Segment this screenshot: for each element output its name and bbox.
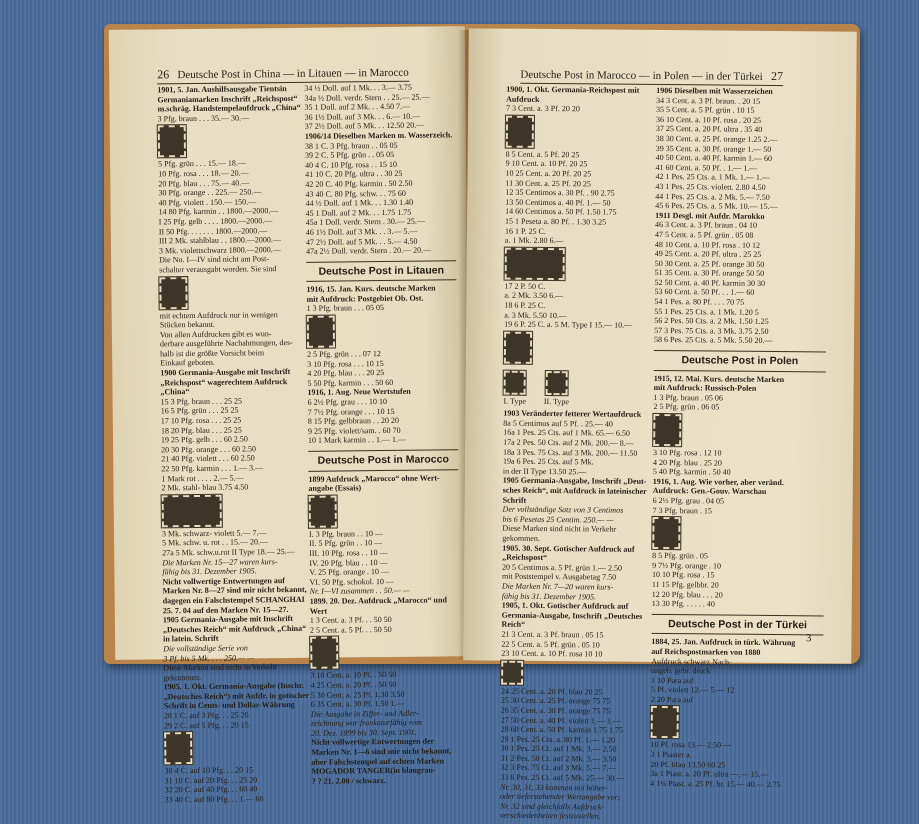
catalog-line: 37 25 Cent. a. 20 Pf. ultra . 35 40 (655, 124, 763, 135)
issue-heading: 1899. 20. Dez. Aufdruck „Marocco“ und (309, 595, 447, 606)
issue-heading: „Reichspost“ wagerechtem Aufdruck (160, 376, 288, 388)
catalog-line: 3 Pfg. braun . . . 35.— 30.— (157, 113, 250, 124)
issue-heading: MOGADOR TANGER(in blaugrau- (311, 765, 436, 777)
right-column-2 (650, 86, 828, 790)
issue-heading: Marken Nr. 1—6 sind mir nicht bekannt, (311, 746, 452, 757)
catalog-line: 22 5 Cent. a. 5 Pf. grün . 05 10 (501, 639, 600, 650)
catalog-line: 3 10 Pfg. rosa . 12 10 (653, 447, 722, 458)
issue-heading: „Reichspost“ (502, 552, 548, 563)
stamp-image (164, 732, 192, 764)
section-heading: Deutsche Post in Litauen (306, 260, 456, 282)
catalog-line: 15 3 Pfg. braun . . . 25 25 (160, 396, 242, 407)
catalog-line: 1 3 Pfg. braun . . . 05 05 (306, 303, 385, 314)
note-line: 20. Dez. 1899 bis 30. Sept. 1901. (311, 727, 417, 738)
type-illustration (544, 369, 569, 407)
issue-heading: Aufdruck (506, 94, 540, 104)
catalog-line: 10 10 Pfg. rosa . 15 (651, 570, 715, 580)
note-line: Einkauf geboten. (160, 358, 215, 368)
catalog-line: 21 3 Cent. a. 3 Pf. braun . 05 15 (501, 629, 604, 640)
issue-heading: 1903 Veränderter fetterer Wertaufdruck (503, 408, 642, 420)
catalog-line: 16a 1 Pes. 25 Cts. auf 1 Mk. 65.— 6.50 (503, 428, 630, 439)
catalog-line: 30 4 C. auf 10 Pfg. . . 20 15 (164, 765, 254, 776)
catalog-line: 55 1 Pes. 25 Cts. a. 1 Mk. 1.20 5 (654, 306, 759, 317)
catalog-line: 2 20 Para auf (650, 694, 694, 705)
catalog-line: ungeb. gebr. druck (651, 666, 711, 676)
catalog-line: 4 20 Pfg. blau . . . 20 25 (307, 368, 385, 379)
catalog-line: 6 2½ Pfg. grau . 04 05 (652, 495, 725, 506)
catalog-line: 20 30 Pfg. orange . . . 60 2.50 (161, 444, 257, 455)
issue-heading: 1905. 1. Okt. Germania-Ausgabe (Inschr. (163, 681, 304, 692)
stamp-image (546, 371, 568, 395)
note-line: fähig bis 31. Dezember 1905. (501, 591, 597, 602)
catalog-line: 19a 6 Pes. 25 Cts. auf 5 Mk. (502, 456, 594, 467)
catalog-line: 18 20 Pfg. blau . . . 25 25 (160, 425, 242, 435)
catalog-line: 26 35 Cent. a. 30 Pf. orange 75 75 (500, 705, 611, 716)
catalog-line: 3a 1 Piast. a. 20 Pf. ultra —.— 15.— (650, 769, 769, 780)
note-line: Die Ausgabe in Ziffer- und Adler- (310, 708, 419, 719)
stamp-image (159, 277, 187, 309)
issue-heading: Schrift in Cents- und Dollar-Währung (163, 700, 295, 711)
catalog-line: 17 2 P. 50 C. (504, 281, 546, 291)
stamp-image (309, 495, 337, 527)
stamp-image (651, 706, 679, 738)
catalog-line: III. 10 Pfg. rosa . . 10 — (309, 547, 388, 558)
catalog-line: 41 10 C. 20 Pfg. ultra . . 30 25 (305, 169, 403, 180)
catalog-line: Aufdruck schwarz Nach- (651, 656, 732, 667)
catalog-line: V. 25 Pfg. orange . 10 — (309, 567, 390, 577)
catalog-line: 46 3 Cent. a. 3 Pf. braun . 04 10 (655, 220, 758, 231)
right-page-number: 27 (770, 68, 784, 84)
catalog-line: 10 1 Mark karmin . . 1.— 1.— (307, 435, 407, 446)
catalog-line: 47a 2½ Doll. verdr. Stern . 20.— 20.— (305, 245, 432, 256)
catalog-line: 18a 3 Pes. 75 Cts. auf 3 Mk. 200.— 11.50 (503, 447, 638, 458)
catalog-line: 14 60 Centimos a. 50 Pf. 1.50 1.75 (505, 206, 617, 217)
catalog-line: 40 4 C. 10 Pfg. rosa . . 15 10 (305, 159, 397, 170)
section-heading: Deutsche Post in der Türkei (651, 614, 823, 636)
issue-heading: „Deutsches Reich“ mit Aufdruck „China“ (162, 623, 307, 635)
note-line: oder tieferstehender Wertangabe vor; (500, 791, 621, 802)
left-page (109, 26, 472, 805)
catalog-line: 56 2 Pes. 50 Cts. a. 2 Mk. 1.50 1.25 (654, 316, 769, 327)
catalog-line: 51 35 Cent. a. 30 Pf. orange 50 50 (654, 268, 765, 279)
catalog-line: 38 30 Cent. a. 25 Pf. orange 1.25 2.— (655, 133, 778, 144)
catalog-line: 34 3 Cent. a. 3 Pf. braun. . 20 15 (656, 95, 761, 106)
catalog-line: 28 60 Cent. a. 50 Pf. karmin 1.75 1.75 (500, 724, 624, 735)
catalog-line: 20 Pf. blau 13.50 60 25 (650, 759, 726, 770)
catalog-line: 9 25 Pfg. violett/sam. . 60 70 (307, 425, 401, 436)
type-illustration (503, 368, 526, 406)
catalog-line: 4 20 Pfg. blau . 25 20 (652, 457, 722, 468)
issue-heading: auf Reichspostmarken von 1880 (651, 646, 761, 657)
catalog-line: 39 35 Cent. a. 30 Pf. orange 1.— 50 (655, 143, 772, 154)
catalog-line: 31 10 C. auf 20 Pfg. . . 25 20 (164, 775, 258, 786)
catalog-line: 41 60 Cent. a. 50 Pf. . 1.— 1.— (655, 162, 758, 173)
stamp-image (501, 660, 523, 684)
issue-heading: Marken Nr. 8—27 sind mir nicht bekannt, (162, 585, 307, 596)
note-line: zeichnung war frankaturfähig vom (310, 717, 422, 729)
catalog-line: 36 10 Cent. a. 10 Pf. rosa . 20 25 (655, 114, 762, 125)
catalog-line: mit Poststempel v. Ausgabetag 7.50 (501, 572, 617, 583)
catalog-line: 10 Pfg. rosa . . . 18.— 20.— (158, 168, 249, 179)
catalog-line: 8 15 Pfg. gelbbraun . . 20 20 (307, 416, 399, 427)
issue-heading: in latein. Schrift (163, 634, 219, 644)
issue-heading: 1905. 30. Sept. Gotischer Aufdruck auf (502, 543, 635, 554)
catalog-line: 3 1 Piaster a. (650, 749, 692, 760)
issue-heading: 1884, 25. Jan. Aufdruck in türk. Währung (651, 637, 796, 648)
issue-heading: Wert (309, 606, 328, 616)
note-line: fähig bis 31. Dezember 1905. (162, 566, 257, 577)
catalog-line: 23 10 Cent. a. 10 Pf. rosa 10 10 (501, 648, 603, 659)
catalog-line: 29 1 Pes. 25 Cts. a. 80 Pf. 1.— 1.20 (500, 734, 616, 745)
catalog-line: 40 50 Cent. a. 40 Pf. karmin 1.— 60 (655, 153, 773, 164)
catalog-line: II 50 Pfg. . . . . . . 1800.—2000.— (158, 225, 268, 236)
catalog-line: 4 1¼ Piast. a. 25 Pf. br. 15.— 40.— 2.75 (650, 778, 781, 789)
issue-heading: 1899 Aufdruck „Marocco“ ohne Wert- (308, 473, 440, 484)
stamp-image (307, 316, 335, 348)
catalog-line: 36 1½ Doll. auf 3 Mk. . . 6.— 10.— (304, 111, 421, 122)
catalog-line: 13 30 Pfg. . . . . . 40 (651, 599, 715, 609)
note-line: schalter verausgabt worden. Sie sind (159, 264, 277, 275)
issue-heading: 1900, 1. Okt. Germania-Reichspost mit (506, 84, 640, 95)
catalog-line: 57 3 Pes. 75 Cts. a. 3 Mk. 3.75 2.50 (654, 325, 769, 336)
catalog-line: 7 3 Pfg. braun . 15 (652, 505, 712, 516)
note-line: Der vollständige Satz von 3 Centimos (502, 504, 624, 515)
stamp-image (504, 331, 532, 363)
catalog-line: III 2 Mk. stahlblau . . 1800.—2000.— (158, 235, 281, 246)
issue-heading: Reich“ (501, 619, 526, 630)
catalog-line: 25 30 Cent. a. 25 Pf. orange 75 75 (500, 695, 611, 706)
catalog-line: 39 2 C. 5 Pfg. grün . . 05 05 (304, 150, 395, 160)
catalog-line: 9 10 Cent. a. 10 Pf. 20 25 (505, 159, 588, 169)
catalog-line: 48 10 Cent. a. 10 Pf. rosa . 10 12 (654, 239, 761, 250)
catalog-line: 42 1 Pes. 25 Cts. a. 1 Mk. 1.— 1.— (655, 172, 770, 183)
catalog-line: in der II Type 13.50 25.— (502, 466, 587, 477)
catalog-line: 5 Mk. schw. u. rot . . 15.— 20.— (162, 537, 269, 548)
issue-heading: 25. 7. 04 auf den Marken Nr. 15—27. (162, 604, 289, 615)
catalog-line: 2 5 Pfg. grün . . . 07 12 (307, 349, 381, 359)
left-page-header (157, 65, 409, 85)
catalog-line: 8 5 Cent. a. 5 Pf. 20 25 (505, 149, 580, 160)
note-line: Von allen Aufdrucken gibt es wun- (159, 328, 272, 340)
catalog-line: a. 3 Mk. 5.50 10.— (504, 310, 567, 320)
catalog-line: 2 Mk. stahl- blau 3.75 4.50 (161, 482, 249, 493)
issue-heading: 1916, 1. Aug. Neue Wertstufen (307, 387, 411, 398)
catalog-line: 5 40 Pfg. karmin . 50 40 (652, 467, 731, 477)
catalog-line: 17a 2 Pes. 50 Cts. auf 2 Mk. 200.— 8.— (503, 437, 634, 448)
note-line: 3 Pf. bis 5 Mk. . . . 250.— — (163, 652, 255, 663)
catalog-line: 10 25 Cent. a. 20 Pf. 20 25 (505, 168, 592, 179)
issue-heading: Germaniamarken Inschrift „Reichspost“ (157, 93, 298, 104)
catalog-line: 18 6 P. 25 C. (504, 300, 546, 310)
issue-heading: Schrift (502, 495, 527, 505)
catalog-line: 12 35 Centimos a. 30 Pf. . 90 2.75 (505, 187, 615, 198)
catalog-line: 43 1 Pes. 25 Cts. violett. 2.80 4.50 (655, 181, 766, 192)
catalog-line: 30 1 Pes. 25 Ct. auf 1 Mk. 3.— 2.50 (500, 743, 617, 754)
catalog-line: 15 1 Peseta a. 80 Pf. . 1.30 3.25 (505, 216, 607, 227)
catalog-line: 19 25 Pfg. gelb . . . 60 2.50 (160, 434, 248, 445)
catalog-line: 27 50 Cent. a. 40 Pf. violett 1.— 1.— (500, 715, 621, 726)
issue-heading: 1911 Desgl. mit Aufdr. Marokko (655, 210, 765, 221)
catalog-line: 28 1 C. auf 3 Pfg. . . 25 20 (163, 710, 249, 721)
right-page (463, 28, 857, 821)
catalog-line: 37 2½ Doll. auf 5 Mk. . . 12.50 20.— (304, 120, 425, 132)
catalog-line: 5 50 Pfg. karmin . . . 50 60 (307, 377, 394, 388)
section-heading: Deutsche Post in Marocco (308, 449, 458, 471)
catalog-line: 40 Pfg. violett . 150.— 150.— (158, 197, 257, 208)
issue-heading: „Deutsches Reich“) mit Aufdr. in gotischer (163, 690, 310, 702)
type-label: II. Type (543, 396, 570, 406)
catalog-line: 33 6 Pes. 25 Ct. auf 5 Mk. 25.— 30.— (500, 772, 625, 783)
issue-heading: mit Aufdruck: Russisch-Polen (653, 383, 757, 394)
catalog-line: 5 30 Cent. a. 25 Pf. 1.30 3.50 (310, 689, 405, 700)
catalog-line: IV. 20 Pfg. blau . . 10 — (309, 557, 388, 568)
note-line: Die No. I—IV sind nicht am Post- (159, 254, 270, 265)
catalog-line: 20 Pfg. blau . . . 75.— 40.— (158, 177, 250, 188)
note-line: Stücken bekannt. (159, 319, 215, 330)
catalog-line: 34a ½ Doll. verdr. Stern . . 25.— 25.— (304, 92, 430, 103)
catalog-line: 34 ½ Doll. auf 1 Mk. . . 3.— 3.75 (304, 82, 412, 93)
issue-heading: ? ? 21. 2.00 / schwarz. (311, 775, 386, 786)
catalog-line: a. 2 Mk. 3.50 6.— (504, 290, 564, 301)
catalog-line: 45 1 Doll. auf 2 Mk. . . 1.75 1.75 (305, 207, 412, 218)
catalog-line: 45 6 Pes. 25 Cts. a. 5 Mk. 10.— 15.— (655, 201, 778, 212)
catalog-line: 6 2½ Pfg. grau . . . 10 10 (307, 397, 387, 407)
note-line: Diese Marken sind nicht in Verkehr (163, 662, 278, 673)
catalog-line: 58 6 Pes. 25 Cts. a. 5 Mk. 5.50 20.— (654, 335, 773, 346)
catalog-line: 54 1 Pes. a. 80 Pf. . . . 70 75 (654, 297, 745, 307)
catalog-line: 1 3 Pfg. braun . 05 06 (653, 392, 723, 403)
catalog-line: 12 20 Pfg. blau . . . 20 (651, 589, 723, 600)
issue-heading: 1915, 12. Mai. Kurs. deutsche Marken (653, 373, 785, 384)
catalog-line: 46 1½ Doll. auf 3 Mk. . . 3.— 5.— (305, 226, 418, 237)
catalog-line: 14 80 Pfg. karmin . . 1800.—2000.— (158, 206, 279, 217)
catalog-line: 10 Pf. rosa 13.— 2.50 — (650, 740, 732, 751)
stamp-image (652, 517, 680, 549)
note-line: Die Marken Nr. 7—20 waren kurs- (501, 581, 614, 592)
catalog-line: 3 Mk. violettschwarz 1800.—2000.— (158, 244, 281, 256)
stamp-image (158, 125, 186, 157)
catalog-line: 49 25 Cent. a. 20 Pf. ultra . 25 25 (654, 249, 762, 259)
issue-heading: Germania-Ausgabe, Inschrift „Deutsches (501, 610, 643, 621)
catalog-line: 1 10 Para auf (651, 675, 694, 685)
note-line: Die Marken Nr. 15—27 waren kurs- (162, 556, 278, 567)
left-page-title: Deutsche Post in China — in Litauen — in Marocco (177, 66, 409, 82)
note-line: mit echtem Aufdruck nur in wenigen (159, 309, 278, 320)
note-line: gekommen. (502, 533, 540, 543)
issue-heading: m.schräg. Handstempelaufdruck „China“ (157, 103, 301, 114)
catalog-line: 38 1 C. 3 Pfg. braun . . 05 05 (304, 140, 398, 151)
catalog-line: 21 40 Pfg. violett . . . 60 2.50 (161, 453, 255, 464)
catalog-line: 24 25 Cent. a. 20 Pf. blau 20 25 (500, 686, 603, 697)
catalog-line: 32 3 Pes. 75 Ct. auf 3 Mk. 5.— 7.— (500, 763, 617, 774)
page-footer-number: 3 (805, 632, 812, 645)
issue-heading: Aufdruck: Gen.-Gouv. Warschau (652, 486, 767, 497)
issue-heading: 1916, 15. Jan. Kurs. deutsche Marken (306, 283, 436, 295)
section-heading: Deutsche Post in Polen (654, 350, 826, 372)
catalog-line: 1 3 Cent. a. 3 Pf. . . 50 50 (309, 615, 392, 625)
note-line: bis 6 Pesetas 25 Centim. 250.— — (502, 514, 614, 525)
catalog-line: 27a 5 Mk. schw.u.rot II Type 18.— 25.— (162, 546, 295, 558)
catalog-line: 16 1 P. 25 C. (504, 226, 546, 236)
catalog-line: 45a 1 Doll. verdr. Stern . 30.— 25.— (305, 216, 425, 228)
issue-heading: Nicht vollwertige Entwertungen der (311, 736, 435, 748)
catalog-line: 9 7½ Pfg. orange . 10 (652, 560, 722, 571)
catalog-line: 3 Mk. schwarz- violett 5.— 7.— (161, 528, 267, 539)
issue-heading: 1905 Germania-Ausgabe mit Inschrift (162, 614, 293, 625)
catalog-line: II. 5 Pfg. grün . . 10 — (309, 538, 383, 549)
catalog-line: 44 1 Pes. 25 Cts. a. 2 Mk. 5.— 7.50 (655, 191, 770, 202)
catalog-line: 22 50 Pfg. karmin . . . 1.— 3.— (161, 463, 264, 474)
issue-heading: mit Aufdruck: Postgebiet Ob. Ost. (306, 293, 424, 304)
note-line: Die vollständige Serie von (163, 643, 248, 654)
stamp-image (310, 637, 338, 669)
left-column-2 (304, 82, 461, 786)
note-line: Diese Marken sind nicht in Verkehr (502, 524, 617, 535)
left-column-1 (157, 84, 310, 805)
note-line: gekommen. (163, 672, 202, 683)
catalog-line: 53 60 Cent. a. 50 Pf. . . 1.— 60 (654, 287, 755, 298)
catalog-line: 11 15 Pfg. gelbbr. 20 (651, 579, 719, 590)
catalog-line: 3 10 Pfg. rosa . . . 10 15 (307, 358, 384, 369)
stamp-image (162, 495, 222, 528)
issue-heading: sches Reich“, mit Aufdruck in lateinischer (502, 485, 647, 496)
catalog-line: 44 ½ Doll. auf 1 Mk. . . 1.30 1.40 (305, 197, 414, 208)
note-line: verschiedenheiten festzustellen. (499, 811, 601, 821)
catalog-line: 35 1 Doll. auf 2 Mk. . . 4.50 7.— (304, 101, 411, 113)
catalog-line: 5 Pfg. grün . . . 15.— 18.— (158, 158, 246, 169)
catalog-line: 52 50 Cent. a. 40 Pf. karmin 30 30 (654, 277, 766, 288)
issue-heading: „China“ (160, 387, 190, 397)
catalog-line: 31 2 Pes. 50 Ct. auf 2 Mk. 3.— 3.50 (500, 753, 617, 764)
right-page-header (520, 67, 783, 86)
catalog-line: 2 5 Pfg. grün . 06 05 (653, 402, 720, 412)
catalog-line: 47 5 Cent. a. 5 Pf. grün . 05 08 (654, 229, 754, 240)
stamp-image (505, 247, 565, 280)
catalog-line: 8 5 Pfg. grün . 05 (652, 551, 708, 561)
catalog-line: 3 10 Cent. a. 10 Pf. . 50 50 (310, 670, 397, 681)
issue-heading: 1916, 1. Aug. Wie vorher, aber veränd. (652, 476, 784, 487)
catalog-line: 5 Pf. violett 12.— 5.— 12 (650, 685, 735, 695)
stamp-image (506, 115, 534, 147)
catalog-line: 8a 5 Centimos auf 5 Pf. . 25.— 40 (503, 418, 613, 429)
note-line: Nr. 30, 31, 33 kommen mit höher- (500, 782, 608, 793)
issue-heading: Nicht vollwertige Entwertungen auf (162, 575, 285, 587)
catalog-line: 6 35 Cent. a. 30 Pf. 1.50 1.— (310, 698, 405, 709)
note-line: derbare ausgeführte Nachahmungen, des- (159, 338, 293, 349)
catalog-line: 1 Mark rot . . . . 2.— 5.— (161, 473, 244, 483)
catalog-line: 13 50 Centimos a. 40 Pf. 1.— 50 (505, 197, 611, 208)
type-illustrations (503, 368, 663, 407)
catalog-line: 16 5 Pfg. grün . . . 25 25 (160, 405, 239, 416)
catalog-line: 19 6 P. 25 C. a. 5 M. Type I 15.— 10.— (504, 319, 633, 330)
catalog-line: 11 30 Cent. a. 25 Pf. 20 25 (505, 178, 591, 188)
note-line: halb ist die größte Vorsicht beim (160, 348, 265, 359)
catalog-line: 17 10 Pfg. rosa . . . 25 25 (160, 415, 242, 426)
issue-heading: 1905, 1. Okt. Gotischer Aufdruck auf (501, 600, 629, 611)
catalog-line: VI. 50 Pfg. schokol. 10 — (309, 576, 395, 587)
catalog-line: 29 2 C. auf 5 Pfg. . . 20 15 (163, 720, 249, 730)
issue-heading: aber Falschstempel auf echten Marken (311, 756, 445, 767)
issue-heading: 1906 Dieselben mit Wasserzeichen (656, 85, 773, 96)
catalog-line: 4 25 Cent. a. 20 Pf. . 50 50 (310, 679, 397, 690)
catalog-line: 32 20 C. auf 40 Pfg. . . 60 40 (164, 784, 258, 795)
catalog-line: a. 1 Mk. 2.80 6.— (504, 235, 564, 246)
note-line: Nr. I—VI zusammen . . 50.— — (309, 586, 411, 597)
type-label: I. Type (503, 396, 526, 406)
right-page-title: Deutsche Post in Marocco — in Polen — in der Türkei (520, 68, 763, 83)
catalog-line: 35 5 Cent. a. 5 Pf. grün . 10 15 (656, 105, 755, 116)
issue-heading: 1905 Germania-Ausgabe, Inschrift „Deut- (502, 476, 647, 487)
catalog-line: 30 Pfg. orange . . 225.— 250.— (158, 187, 262, 198)
catalog-line: 20 5 Centimos a. 5 Pf. grün 1.— 2.50 (502, 562, 623, 573)
issue-heading: angabe (Essais) (308, 483, 362, 494)
catalog-line: 33 40 C. auf 80 Pfg. . . 1.— 60 (164, 794, 264, 805)
right-column-1 (500, 85, 666, 822)
stamp-image (504, 370, 526, 394)
issue-heading: 1900 Germania-Ausgabe mit Inschrift (160, 367, 291, 378)
catalog-line: I 25 Pfg. gelb . . . . 1800.—2000.— (158, 216, 273, 227)
note-line: Nr. 32 sind gleichfalls Aufdruck- (499, 801, 605, 812)
issue-heading: dagegen ein Falschstempel SCHANGHAI (162, 594, 305, 606)
left-page-number: 26 (157, 67, 170, 82)
catalog-line: 43 40 C. 80 Pfg. schw. . . 75 60 (305, 188, 406, 199)
catalog-line: 42 20 C. 40 Pfg. karmin . 50 2.50 (305, 178, 413, 189)
stamp-image (653, 414, 681, 446)
catalog-line: 50 30 Cent. a. 25 Pf. orange 30 50 (654, 258, 765, 269)
issue-heading: 1901, 5. Jan. Aushilfsausgabe Tientsin (157, 84, 287, 95)
catalog-line: 2 5 Cent. a. 5 Pf. . . 50 50 (309, 624, 392, 635)
catalog-line: 7 3 Cent. a. 3 Pf. 20 20 (506, 103, 580, 114)
catalog-line: 7 7½ Pfg. orange . . . 10 15 (307, 406, 395, 417)
catalog-line: 47 2½ Doll. auf 5 Mk. . . 5.— 4.50 (305, 236, 418, 247)
issue-heading: 1906/14 Dieselben Marken m. Wasserzeich. (304, 130, 453, 141)
catalog-line: I. 3 Pfg. braun . . 10 — (308, 528, 384, 539)
